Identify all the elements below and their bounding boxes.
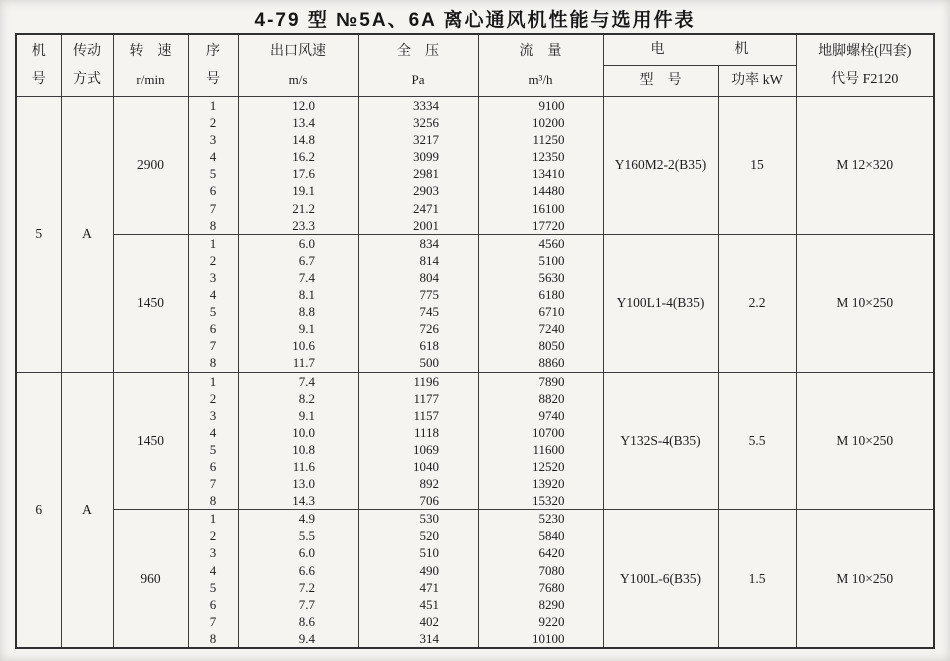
motor-model-cell: Y132S-4(B35) [603,372,718,510]
value-line: 5230 [538,511,565,527]
value-line: 5 [209,166,217,182]
header-total-pressure [358,34,478,97]
value-line: 471 [419,579,439,595]
value-line: 12520 [532,458,565,474]
value-line: 510 [419,545,439,561]
value-line: 15320 [532,493,565,509]
value-line: 892 [419,476,439,492]
value-line: 14480 [532,183,565,199]
value-line: 2471 [413,200,439,216]
value-line: 6 [209,596,217,612]
value-line: 13.4 [292,115,315,131]
value-line: 3 [209,407,217,423]
value-line: 726 [419,321,439,337]
value-line: 8 [209,630,217,646]
value-line: 1040 [413,458,439,474]
value-line: 6 [209,458,217,474]
value-line: 14.8 [292,132,315,148]
motor-power-cell: 2.2 [718,234,796,372]
value-line: 1 [209,98,217,113]
value-line: 6.0 [298,545,315,561]
flow-cell [478,372,603,510]
value-line: 9.4 [298,630,315,646]
header-motor-model-label: 型 号 [639,73,682,88]
header-flow-unit: m³/h [528,71,553,87]
value-line: 7.7 [298,596,315,612]
value-line: 8 [209,493,217,509]
header-drive-mode [61,34,113,97]
value-line: 500 [419,355,439,371]
pressure-cell [358,234,478,372]
block-row [16,234,934,372]
header-outlet-velocity-unit: m/s [288,71,308,87]
machine-no-cell: 5 [16,97,61,373]
header-speed [113,34,188,97]
value-line: 5.5 [298,528,315,544]
speed-cell: 2900 [113,97,188,235]
value-line: 7 [209,613,217,629]
header-drive-mode-line2: 方式 [73,71,101,87]
value-line: 775 [419,287,439,303]
header-machine-no [16,34,61,97]
header-total-pressure-unit: Pa [411,71,425,87]
value-line: 9220 [538,613,565,629]
value-line: 1 [209,511,217,527]
value-line: 2 [209,390,217,406]
velocity-cell [238,234,358,372]
value-line: 10200 [532,115,565,131]
value-line: 7890 [538,373,565,389]
header-serial-no [188,34,238,97]
header-outlet-velocity [238,34,358,97]
anchor-bolt-cell: M 10×250 [796,372,934,510]
motor-power-cell: 1.5 [718,510,796,648]
value-line: 9.1 [298,407,315,423]
value-line: 11.7 [292,355,315,371]
header-motor-power-label: 功率 kW [731,73,783,88]
value-line: 6.6 [298,562,315,578]
value-line: 21.2 [292,200,315,216]
drive-mode-cell: A [61,97,113,373]
serial-cell [188,97,238,235]
motor-model-cell: Y100L-6(B35) [603,510,718,648]
value-line: 7.4 [298,269,315,285]
block-row [16,372,934,510]
value-line: 16.2 [292,149,315,165]
value-line: 16100 [532,200,565,216]
value-line: 1196 [413,373,439,389]
value-line: 10100 [532,630,565,646]
motor-power-cell: 15 [718,97,796,235]
header-anchor-bolt-line2: 代号 F2120 [831,71,899,87]
value-line: 2 [209,115,217,131]
value-line: 7.2 [298,579,315,595]
value-line: 834 [419,235,439,251]
value-line: 6710 [538,304,565,320]
value-line: 5100 [538,252,565,268]
value-line: 11.6 [292,458,315,474]
value-line: 10700 [532,424,565,440]
header-speed-label: 转 速 [129,43,172,59]
value-line: 3 [209,269,217,285]
value-line: 17.6 [292,166,315,182]
value-line: 8050 [538,338,565,354]
value-line: 7680 [538,579,565,595]
page-title: 4-79 型 №5A、6A 离心通风机性能与选用件表 [254,10,696,31]
value-line: 6180 [538,287,565,303]
value-line: 7 [209,476,217,492]
motor-power-cell: 5.5 [718,372,796,510]
value-line: 8.6 [298,613,315,629]
fan-performance-table [15,33,935,649]
header-motor-group-label: 电 机 [650,42,749,57]
value-line: 12350 [532,149,565,165]
value-line: 19.1 [292,183,315,199]
value-line: 451 [419,596,439,612]
value-line: 23.3 [292,217,315,233]
value-line: 9.1 [298,321,315,337]
value-line: 8290 [538,596,565,612]
value-line: 804 [419,269,439,285]
value-line: 4 [209,562,217,578]
drive-mode-cell: A [61,372,113,648]
value-line: 745 [419,304,439,320]
serial-cell [188,234,238,372]
value-line: 2981 [413,166,439,182]
value-line: 2903 [413,183,439,199]
table-header [16,34,934,97]
header-serial-no-line2: 号 [206,71,220,87]
header-machine-no-line2: 号 [31,71,46,87]
value-line: 3217 [413,132,439,148]
value-line: 6 [209,183,217,199]
value-line: 814 [419,252,439,268]
value-line: 10.6 [292,338,315,354]
flow-cell [478,510,603,648]
value-line: 4560 [538,235,565,251]
value-line: 6 [209,321,217,337]
anchor-bolt-cell: M 12×320 [796,97,934,235]
value-line: 5630 [538,269,565,285]
header-speed-unit: r/min [136,71,165,87]
pressure-cell [358,372,478,510]
value-line: 11250 [532,132,565,148]
value-line: 7 [209,200,217,216]
value-line: 4.9 [298,511,315,527]
value-line: 8860 [538,355,565,371]
value-line: 10.0 [292,424,315,440]
value-line: 7080 [538,562,565,578]
value-line: 4 [209,149,217,165]
header-machine-no-line1: 机 [31,43,46,59]
value-line: 4 [209,424,217,440]
value-line: 8.8 [298,304,315,320]
value-line: 6420 [538,545,565,561]
value-line: 14.3 [292,493,315,509]
value-line: 4 [209,287,217,303]
value-line: 2 [209,528,217,544]
value-line: 2 [209,252,217,268]
header-motor-model [603,66,718,97]
header-drive-mode-line1: 传动 [73,43,101,59]
value-line: 520 [419,528,439,544]
value-line: 7240 [538,321,565,337]
anchor-bolt-cell: M 10×250 [796,234,934,372]
serial-cell [188,510,238,648]
value-line: 5 [209,441,217,457]
value-line: 402 [419,613,439,629]
pressure-cell [358,97,478,235]
value-line: 530 [419,511,439,527]
velocity-cell [238,97,358,235]
flow-cell [478,97,603,235]
value-line: 5 [209,579,217,595]
table-body [16,97,934,649]
value-line: 8.2 [298,390,315,406]
value-line: 7.4 [298,373,315,389]
flow-cell [478,234,603,372]
value-line: 3 [209,545,217,561]
serial-cell [188,372,238,510]
header-serial-no-line1: 序 [206,43,220,59]
header-anchor-bolt-line1: 地脚螺栓(四套) [818,43,912,59]
value-line: 17720 [532,217,565,233]
value-line: 9100 [538,98,565,113]
header-motor-group [603,34,796,66]
value-line: 1069 [413,441,439,457]
value-line: 618 [419,338,439,354]
header-row-1 [16,34,934,66]
block-row [16,510,934,648]
value-line: 706 [419,493,439,509]
value-line: 6.7 [298,252,315,268]
header-flow-label: 流 量 [519,43,562,59]
pressure-cell [358,510,478,648]
value-line: 5840 [538,528,565,544]
value-line: 3 [209,132,217,148]
value-line: 8820 [538,390,565,406]
velocity-cell [238,372,358,510]
value-line: 1 [209,235,217,251]
machine-no-cell: 6 [16,372,61,648]
speed-cell: 960 [113,510,188,648]
value-line: 9740 [538,407,565,423]
block-row [16,97,934,235]
value-line: 8 [209,217,217,233]
value-line: 3256 [413,115,439,131]
value-line: 1177 [413,390,439,406]
header-motor-power [718,66,796,97]
value-line: 7 [209,338,217,354]
value-line: 2001 [413,217,439,233]
speed-cell: 1450 [113,234,188,372]
value-line: 10.8 [292,441,315,457]
value-line: 8.1 [298,287,315,303]
value-line: 11600 [532,441,565,457]
value-line: 1 [209,373,217,389]
value-line: 13920 [532,476,565,492]
value-line: 3099 [413,149,439,165]
value-line: 1118 [413,424,439,440]
value-line: 13.0 [292,476,315,492]
motor-model-cell: Y100L1-4(B35) [603,234,718,372]
value-line: 6.0 [298,235,315,251]
header-flow [478,34,603,97]
value-line: 3334 [413,98,439,113]
value-line: 5 [209,304,217,320]
header-outlet-velocity-label: 出口风速 [270,43,326,59]
value-line: 13410 [532,166,565,182]
speed-cell: 1450 [113,372,188,510]
header-total-pressure-label: 全 压 [397,43,439,59]
anchor-bolt-cell: M 10×250 [796,510,934,648]
value-line: 8 [209,355,217,371]
motor-model-cell: Y160M2-2(B35) [603,97,718,235]
value-line: 12.0 [292,98,315,113]
velocity-cell [238,510,358,648]
value-line: 1157 [413,407,439,423]
header-anchor-bolt [796,34,934,97]
value-line: 314 [419,630,439,646]
value-line: 490 [419,562,439,578]
